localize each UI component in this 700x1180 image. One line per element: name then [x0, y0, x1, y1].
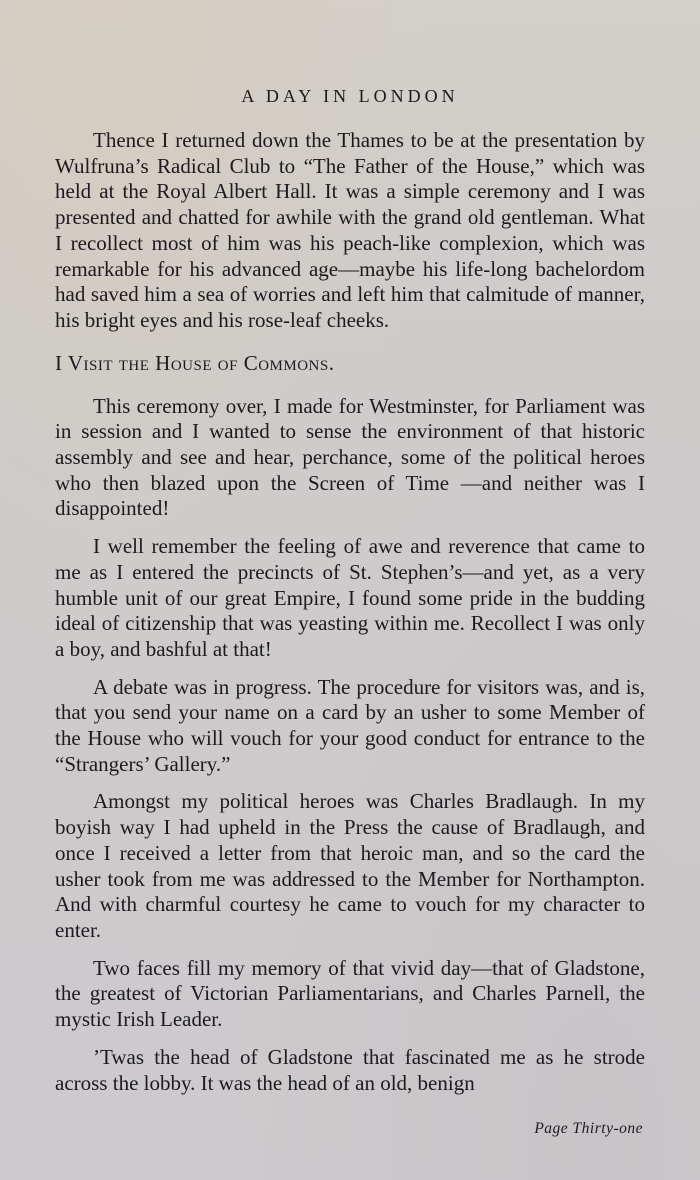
paragraph-st-stephens: I well remember the feeling of awe and reverence that came to me as I entered the precincts of St. Stephen’s—and yet, as a very humble unit of our great Empire, I found some pride in the budding ideal of citizenship that was yeasting within me. Recollect I was only a boy, and bashful at that! [55, 534, 645, 661]
paragraph-two-faces: Two faces fill my memory of that vivid day—that of Gladstone, the greatest of Victorian Parliamentarians, and Charles Parnell, the mystic Irish Leader. [55, 955, 645, 1032]
paragraph-gladstone: ’Twas the head of Gladstone that fascinated me as he strode across the lobby. It was the head of an old, benign [55, 1044, 645, 1095]
section-heading: I Visit the House of Commons. [55, 350, 335, 375]
running-head: A DAY IN LONDON [241, 86, 459, 106]
paragraph-debate: A debate was in progress. The procedure for visitors was, and is, that you send your name on a card by an usher to some Member of the House who will vouch for your good conduct for entrance to the “Strangers’ Gallery.” [55, 674, 645, 776]
paragraph-bradlaugh: Amongst my political heroes was Charles Bradlaugh. In my boyish way I had upheld in the Press the cause of Bradlaugh, and once I received a letter from that heroic man, and so the card the usher took from me was addressed to the Member for Northampton. And with charmful courtesy he came to vouch for my character to enter. [55, 789, 645, 942]
page-number: Page Thirty-one [534, 1120, 643, 1137]
body-text [55, 128, 645, 1108]
paragraph-presentation: Thence I returned down the Thames to be at the presentation by Wulfruna’s Radical Club to “The Father of the House,” which was held at the Royal Albert Hall. It was a simple ceremony and I was presented and chatted for awhile with the grand old gentleman. What I recollect most of him was his peach-like complexion, which was remarkable for his advanced age—maybe his life-long bachelordom had saved him a sea of worries and left him that calmitude of manner, his bright eyes and his rose-leaf cheeks. [55, 128, 645, 332]
paragraph-westminster: This ceremony over, I made for Westminster, for Parliament was in session and I wanted to sense the environment of that historic assembly and see and hear, perchance, some of the political heroes who then blazed upon the Screen of Time —and neither was I disappointed! [55, 393, 645, 521]
